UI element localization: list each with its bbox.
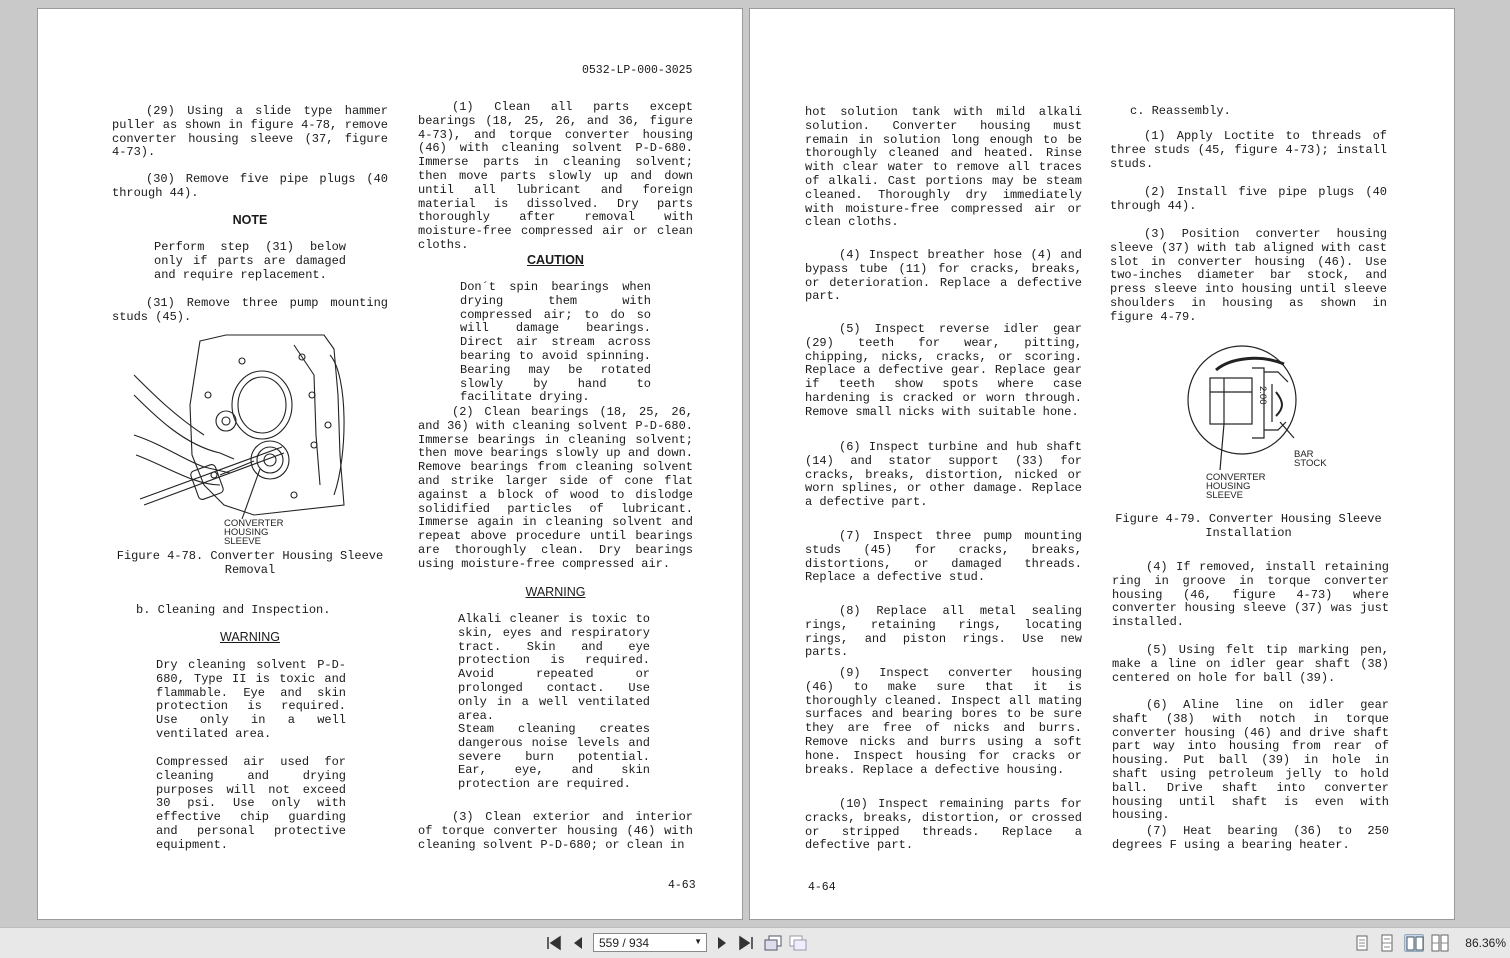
page-indicator: 559 / 934 [599,936,650,950]
figure-4-78-label: CONVERTER [224,518,284,529]
warning-text-1: Dry cleaning solvent P-D-680, Type II is toxic and flammable. Eye and skin protection is required. Use only in a well ventilated area. [156,658,346,741]
step-30: (30) Remove five pipe plugs (40 through 44). [112,172,388,200]
page-number-select[interactable] [593,933,707,952]
figure-4-79-dimension: 2.00 [1257,386,1268,405]
note-heading: NOTE [232,213,268,227]
two-page-icon [1405,935,1425,953]
reassembly-step-7: (7) Heat bearing (36) to 250 degrees F using a bearing heater. [1112,824,1389,852]
two-page-view-button[interactable] [1404,934,1424,952]
svg-text:STOCK: STOCK [1294,458,1327,469]
reassembly-step-3: (3) Position converter housing sleeve (37) with tab aligned with cast slot in converter housing (46). Use two-inches diameter bar stock, and press sleeve into housing until sleeve shoulders in housing as shown in figure 4-79. [1110,227,1387,324]
next-page-icon [717,937,727,949]
bar-stock-label: BAR [1294,449,1314,460]
first-page-icon [547,937,561,949]
left-page-column-1 [112,105,388,207]
page-number-right: 4-64 [808,881,836,894]
zoom-level[interactable]: 86.36% [1465,936,1506,950]
figure-4-78-illustration [134,335,374,547]
section-c-heading: c. Reassembly. [1130,104,1231,118]
two-page-continuous-icon [1430,934,1450,952]
continuous-page-icon [1377,934,1397,952]
warning-heading-1: WARNING [220,630,280,644]
single-page-view-button[interactable] [1352,934,1372,952]
reassembly-step-2: (2) Install five pipe plugs (40 through 44). [1110,185,1387,213]
inspect-step-8: (8) Replace all metal sealing rings, retaining rings, locating rings, and piston rings. Use new parts. [805,604,1082,660]
figure-4-78-caption: Figure 4-78. Converter Housing Sleeve Removal [116,549,384,577]
note-text: Perform step (31) below only if parts are damaged and require replacement. [154,240,346,282]
inspect-step-9: (9) Inspect converter housing (46) to make sure that it is thoroughly cleaned. Inspect all mating surfaces and bearing bores to be sure they are free of nicks and burrs. Remove nicks and burrs using a soft hone. Inspect housing for cracks or breaks. Replace a defective housing. [805,666,1082,777]
single-page-icon [1352,934,1372,952]
figure-4-79-caption: Figure 4-79. Converter Housing Sleeve Installation [1115,512,1382,540]
inspect-step-4: (4) Inspect breather hose (4) and bypass tube (11) for cracks, breaks, or deterioration. Replace a defective part. [805,248,1082,304]
page-number-left: 4-63 [668,879,696,892]
svg-text:SLEEVE: SLEEVE [224,536,261,547]
left-page [37,8,743,920]
next-page-button[interactable] [713,934,731,952]
previous-page-button[interactable] [569,934,587,952]
svg-text:HOUSING: HOUSING [224,527,269,538]
reassembly-step-4: (4) If removed, install retaining ring in groove in torque converter housing (46, figure 4-73) where converter housing sleeve (37) was just installed. [1112,560,1389,630]
continuous-view-button[interactable] [1377,934,1397,952]
section-b-heading: b. Cleaning and Inspection. [136,603,331,617]
figure-4-79-illustration [1180,342,1340,502]
forward-view-icon [789,935,807,951]
step-29: (29) Using a slide type hammer puller as shown in figure 4-78, remove converter housing sleeve (37, figure 4-73). [112,104,388,160]
first-page-button[interactable] [545,934,563,952]
last-page-button[interactable] [737,934,755,952]
inspect-step-5: (5) Inspect reverse idler gear (29) teeth for wear, pitting, chipping, nicks, cracks, or scoring. Replace a defective gear. Replace gear if teeth show spots where case hardening is cracked or worn through. Remove small nicks with suitable hone. [805,322,1082,419]
cleaning-step-1: (1) Clean all parts except bearings (18, 25, 26, and 36, figure 4-73), and torque converter housing (46) with cleaning solvent P-D-680. Immerse parts in cleaning solvent; then move parts slowly up and down until all lubricant and foreign material is dissolved. Dry parts thoroughly after removal with moisture-free compressed air or clean cloths. [418,100,693,252]
inspect-step-10: (10) Inspect remaining parts for cracks, breaks, distortion, or crossed or stripped threads. Replace a defective part. [805,797,1082,853]
navigation-toolbar [0,927,1510,958]
caution-heading: CAUTION [527,253,584,267]
back-view-icon [764,935,782,951]
inspect-step-6: (6) Inspect turbine and hub shaft (14) and stator support (33) for cracks, breaks, distortion, nicked or worn splines, or other damage. Replace a defective part. [805,440,1082,510]
document-number: 0532-LP-000-3025 [582,64,693,77]
caution-text: Don´t spin bearings when drying them with compressed air; to do so will damage bearings. Direct air stream across bearing to avoid spinning. Bearing may be rotated slowly by hand to facilitate drying. [460,280,651,405]
cleaning-step-2: (2) Clean bearings (18, 25, 26, and 36) with cleaning solvent P-D-680. Immerse bearings in cleaning solvent; then move bearings slowly up and down. Remove bearings from cleaning solvent and strike larger side of cone flat against a block of wood to dislodge solidified particles of lubricant. Immerse again in cleaning solvent and repeat above procedure until bearings are thoroughly clean. Dry bearings using moisture-free compressed air. [418,405,693,571]
inspect-step-7: (7) Inspect three pump mounting studs (45) for cracks, breaks, distortions, or damaged threads. Replace a defective stud. [805,529,1082,585]
svg-text:HOUSING: HOUSING [1206,481,1251,492]
warning-text-3: Alkali cleaner is toxic to skin, eyes and respiratory tract. Skin and eye protection is required. Avoid repeated or prolonged contact. Use only in a well ventilated area. [458,612,650,723]
step-3-continued: hot solution tank with mild alkali solution. Converter housing must remain in solution long enough to be thoroughly cleaned and heated. Rinse with clear water to remove all traces of alkali. Cast portions may be steam cleaned. Thoroughly dry immediately with moisture-free compressed air or clean cloths. [805,105,1082,230]
forward-view-button[interactable] [789,934,807,952]
right-page [749,8,1455,920]
dropdown-arrow-icon: ▼ [694,937,702,946]
warning-text-2: Compressed air used for cleaning and drying purposes will not exceed 30 psi. Use only with effective chip guarding and personal protective equipment. [156,755,346,852]
previous-page-icon [573,937,583,949]
reassembly-step-5: (5) Using felt tip marking pen, make a line on idler gear shaft (38) centered on hole for ball (39). [1112,643,1389,685]
last-page-icon [739,937,753,949]
reassembly-step-6: (6) Aline line on idler gear shaft (38) with notch in torque converter housing (46) and drive shaft part way into housing from rear of housing. Put ball (39) in hole in shaft using petroleum jelly to hold ball. Drive shaft into converter housing until shaft is even with housing. [1112,698,1389,823]
svg-text:SLEEVE: SLEEVE [1206,490,1243,501]
warning-text-4: Steam cleaning creates dangerous noise levels and severe burn potential. Ear, eye, and skin protection are required. [458,722,650,792]
step-31: (31) Remove three pump mounting studs (45). [112,296,388,324]
warning-heading-2: WARNING [525,585,586,599]
cleaning-step-3: (3) Clean exterior and interior of torque converter housing (46) with cleaning solvent P-D-680; or clean in [418,810,693,852]
reassembly-step-1: (1) Apply Loctite to threads of three studs (45, figure 4-73); install studs. [1110,129,1387,171]
back-view-button[interactable] [764,934,782,952]
converter-sleeve-label: CONVERTER [1206,472,1266,483]
two-page-continuous-view-button[interactable] [1430,934,1450,952]
